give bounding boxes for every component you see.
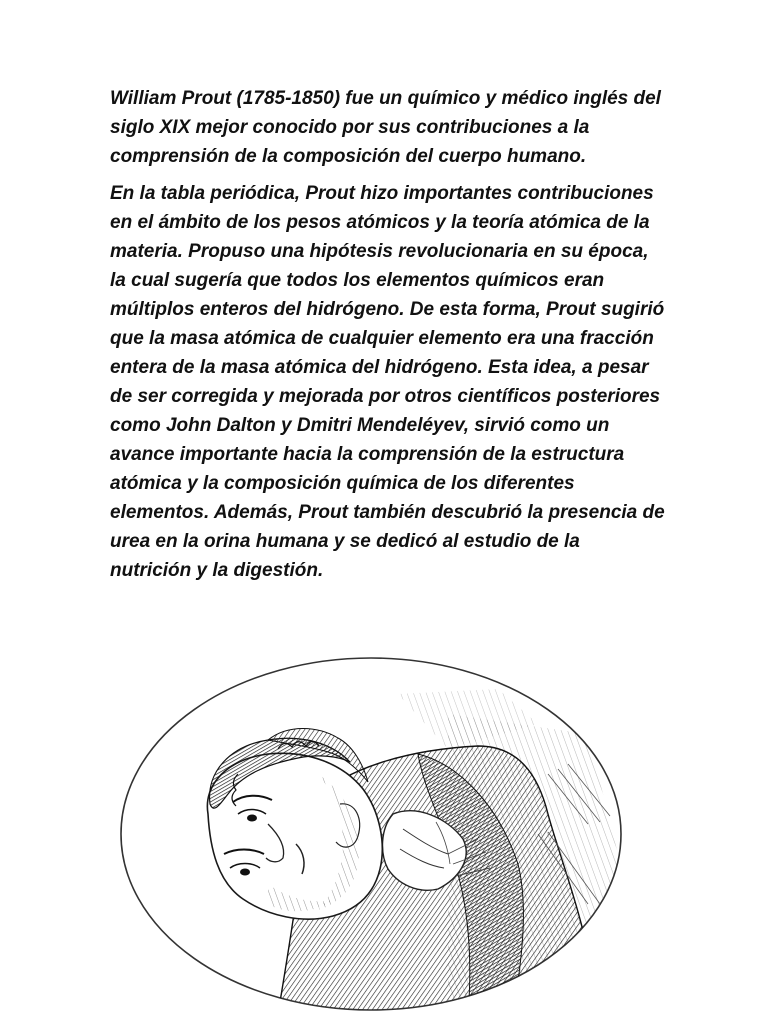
- paragraph-periodic-table: En la tabla periódica, Prout hizo importantes contribuciones en el ámbito de los pesos atómicos y la teoría atómica de la materia. Propuso una hipótesis revolucionaria en su época, la cual sugería que todos los elementos químicos eran múltiplos enteros del hidrógeno. De esta forma, Prout sugirió que la masa atómica de cualquier elemento era una fracción entera de la masa atómica del hidrógeno. Esta idea, a pesar de ser corregida y mejorada por otros científicos posteriores como John Dalton y Dmitri Mendeléyev, sirvió como un avance importante hacia la comprensión de la estructura atómica y la composición química de los diferentes elementos. Además, Prout también descubrió la presencia de urea en la orina humana y se dedicó al estudio de la nutrición y la digestión.: [110, 183, 665, 581]
- engraved-portrait-icon: [118, 654, 624, 1014]
- body-text: [110, 84, 665, 593]
- paragraph-intro: William Prout (1785-1850) fue un químico y médico inglés del siglo XIX mejor conocido por sus contribuciones a la comprensión de la composición del cuerpo humano.: [110, 88, 661, 167]
- portrait-illustration: [118, 654, 624, 1014]
